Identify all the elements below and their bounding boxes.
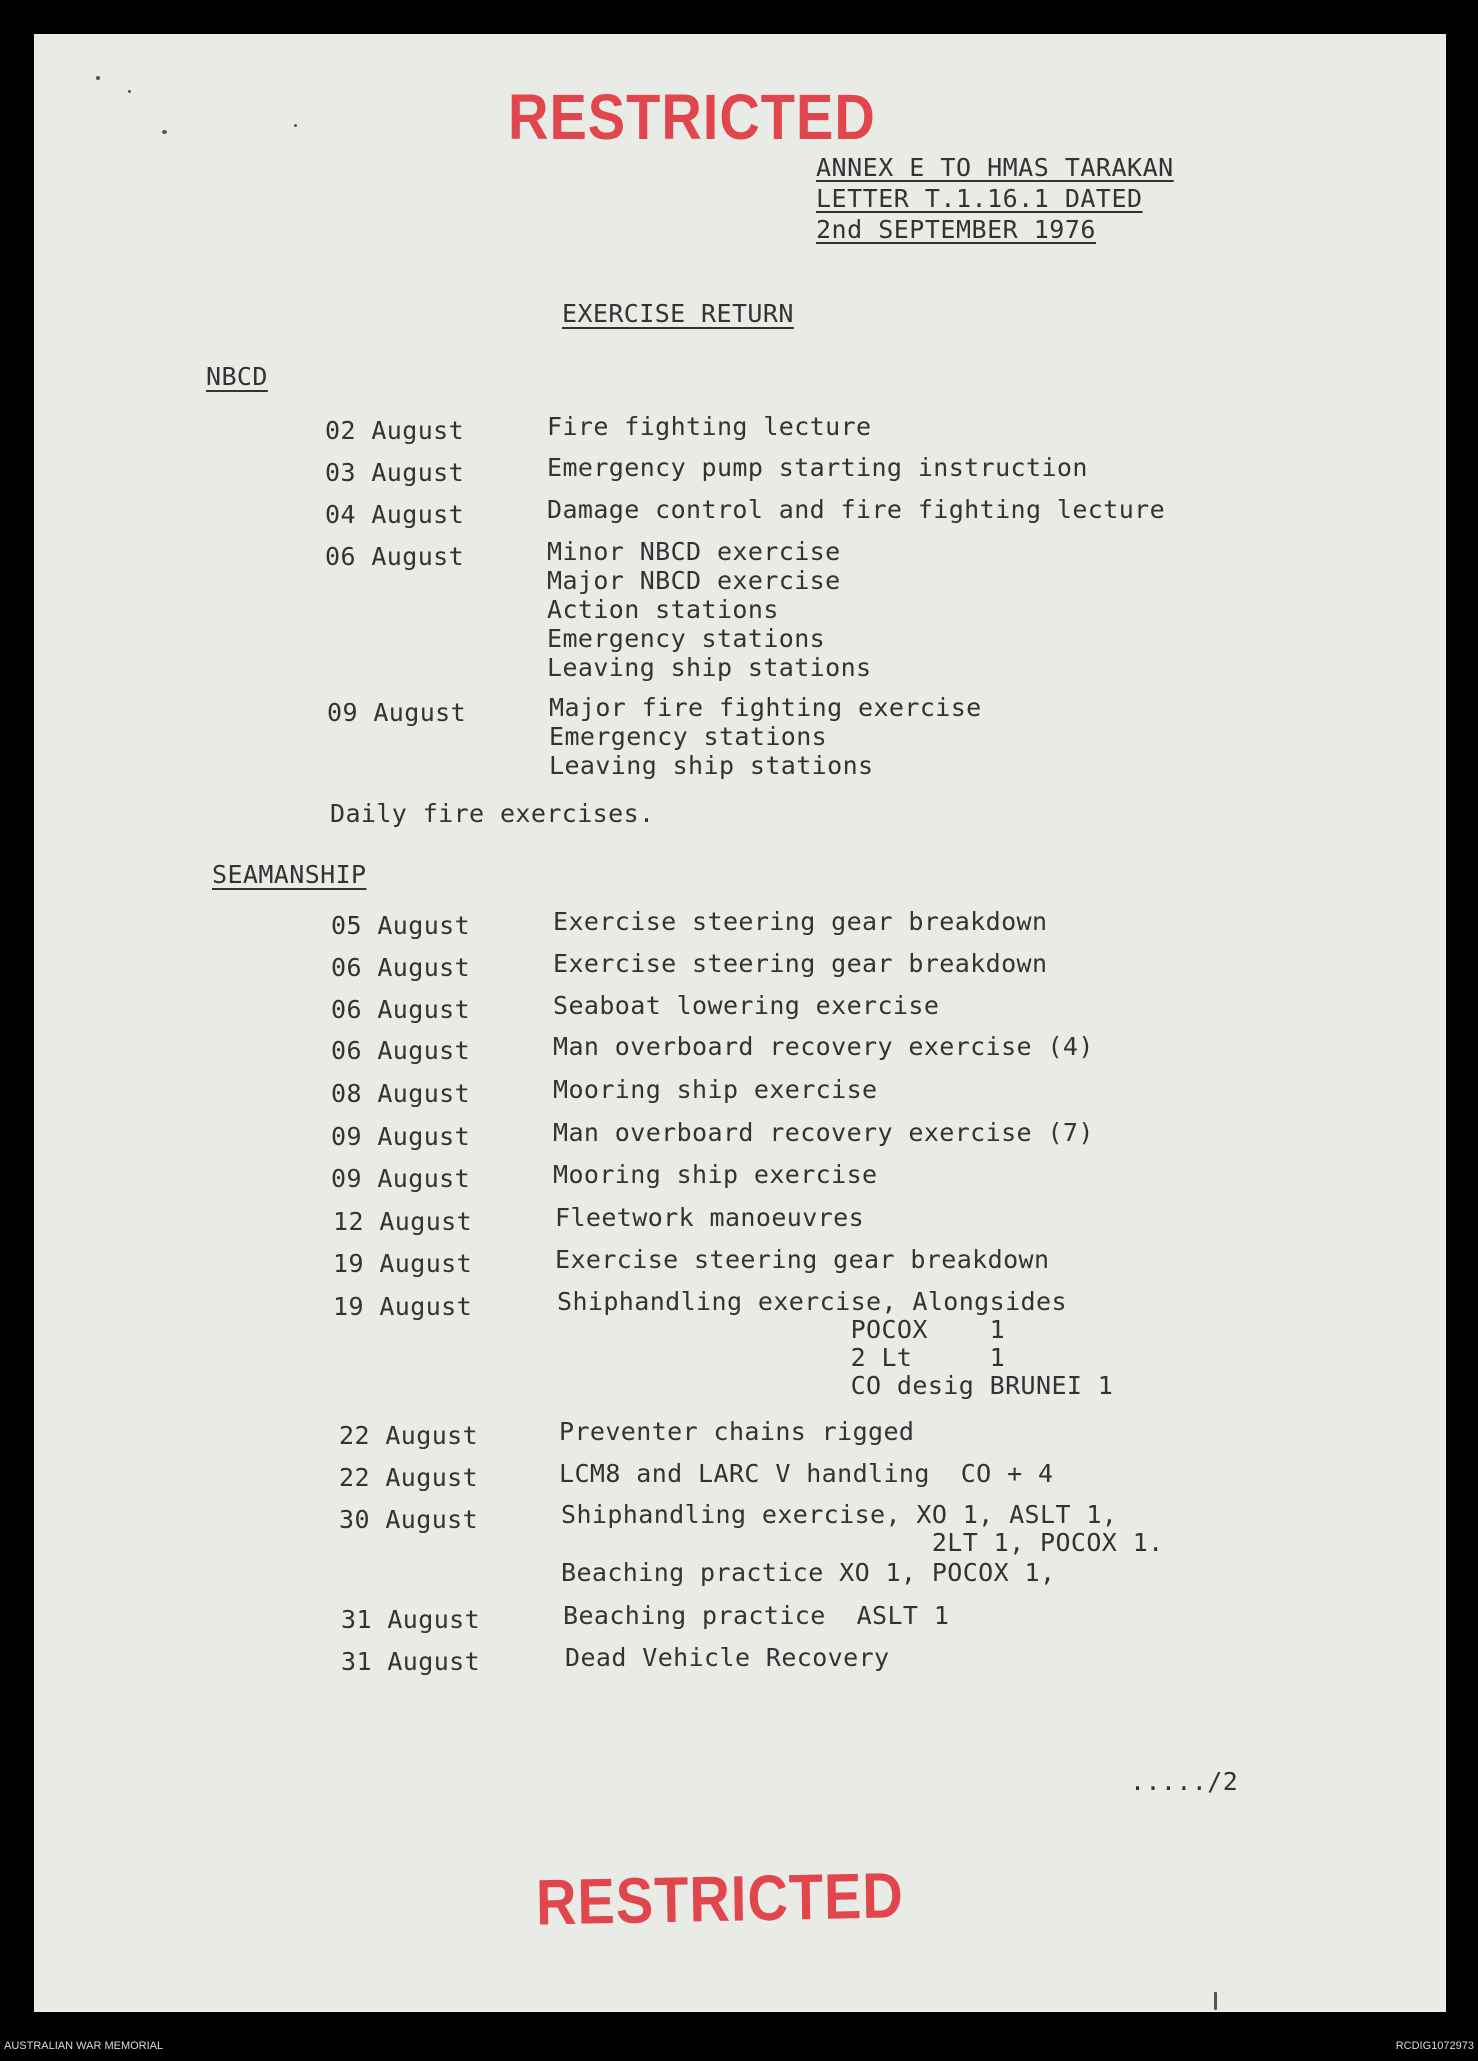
page-title: EXERCISE RETURN — [562, 299, 794, 328]
restricted-stamp-top: RESTRICTED — [508, 80, 876, 153]
paper-speck — [162, 130, 167, 134]
entry-date: 06 August — [325, 542, 465, 571]
entry-date: 22 August — [339, 1463, 479, 1492]
annex-reference — [816, 152, 1174, 245]
entry-date: 09 August — [331, 1164, 471, 1193]
paper-mark — [1214, 1992, 1217, 2010]
entry-date: 19 August — [333, 1249, 473, 1278]
entry-date: 19 August — [333, 1292, 473, 1321]
entry-date: 04 August — [325, 500, 465, 529]
entry-date: 02 August — [325, 416, 465, 445]
entry-activity: Dead Vehicle Recovery — [565, 1643, 890, 1672]
entry-activity: Mooring ship exercise — [553, 1160, 878, 1189]
entry-date: 12 August — [333, 1207, 473, 1236]
entry-date: 08 August — [331, 1079, 471, 1108]
page-continuation: ...../2 — [1130, 1767, 1239, 1796]
entry-activity: Mooring ship exercise — [553, 1075, 878, 1104]
entry-date: 22 August — [339, 1421, 479, 1450]
paper-speck — [96, 76, 100, 80]
entry-date: 09 August — [327, 698, 467, 727]
entry-activity: Damage control and fire fighting lecture — [547, 495, 1166, 524]
annex-line-3: 2nd SEPTEMBER 1976 — [816, 215, 1096, 244]
entry-activity: Emergency pump starting instruction — [547, 453, 1088, 482]
entry-date: 09 August — [331, 1122, 471, 1151]
entry-activity: Exercise steering gear breakdown — [553, 907, 1048, 936]
document-page — [34, 34, 1446, 2012]
annex-line-1: ANNEX E TO HMAS TARAKAN — [816, 153, 1174, 182]
entry-activity-list: Shiphandling exercise, Alongsides POCOX 1 2 Lt 1 CO desig BRUNEI 1 — [557, 1287, 1114, 1400]
section-heading-nbcd: NBCD — [206, 362, 268, 391]
footer-right: RCDIG1072973 — [1395, 2040, 1474, 2052]
entry-activity: Fleetwork manoeuvres — [555, 1203, 865, 1232]
entry-activity: Seaboat lowering exercise — [553, 991, 940, 1020]
entry-activity: LCM8 and LARC V handling CO + 4 — [559, 1459, 1054, 1488]
entry-activity: Exercise steering gear breakdown — [555, 1245, 1050, 1274]
entry-activity: Exercise steering gear breakdown — [553, 949, 1048, 978]
entry-date: 31 August — [341, 1605, 481, 1634]
nbcd-note: Daily fire exercises. — [330, 799, 655, 828]
entry-activity: Beaching practice XO 1, POCOX 1, — [561, 1558, 1056, 1587]
paper-speck — [128, 90, 131, 93]
annex-line-2: LETTER T.1.16.1 DATED — [816, 184, 1143, 213]
entry-date: 06 August — [331, 953, 471, 982]
entry-activity-list: Shiphandling exercise, XO 1, ASLT 1, 2LT 1, POCOX 1. — [561, 1500, 1164, 1557]
section-heading-seamanship: SEAMANSHIP — [212, 860, 367, 889]
entry-activity: Fire fighting lecture — [547, 412, 872, 441]
entry-date: 30 August — [339, 1505, 479, 1534]
entry-activity: Man overboard recovery exercise (4) — [553, 1032, 1094, 1061]
restricted-stamp-bottom: RESTRICTED — [535, 1858, 905, 1939]
entry-activity: Beaching practice ASLT 1 — [563, 1601, 950, 1630]
entry-date: 05 August — [331, 911, 471, 940]
entry-activity-list: Minor NBCD exercise Major NBCD exercise Action stations Emergency stations Leaving ship stations — [547, 537, 872, 682]
entry-activity: Man overboard recovery exercise (7) — [553, 1118, 1094, 1147]
entry-activity: Preventer chains rigged — [559, 1417, 915, 1446]
entry-date: 06 August — [331, 1036, 471, 1065]
entry-date: 31 August — [341, 1647, 481, 1676]
entry-date: 03 August — [325, 458, 465, 487]
entry-activity-list: Major fire fighting exercise Emergency stations Leaving ship stations — [549, 693, 982, 780]
footer-left: AUSTRALIAN WAR MEMORIAL — [4, 2040, 164, 2052]
paper-speck — [294, 124, 297, 127]
entry-date: 06 August — [331, 995, 471, 1024]
